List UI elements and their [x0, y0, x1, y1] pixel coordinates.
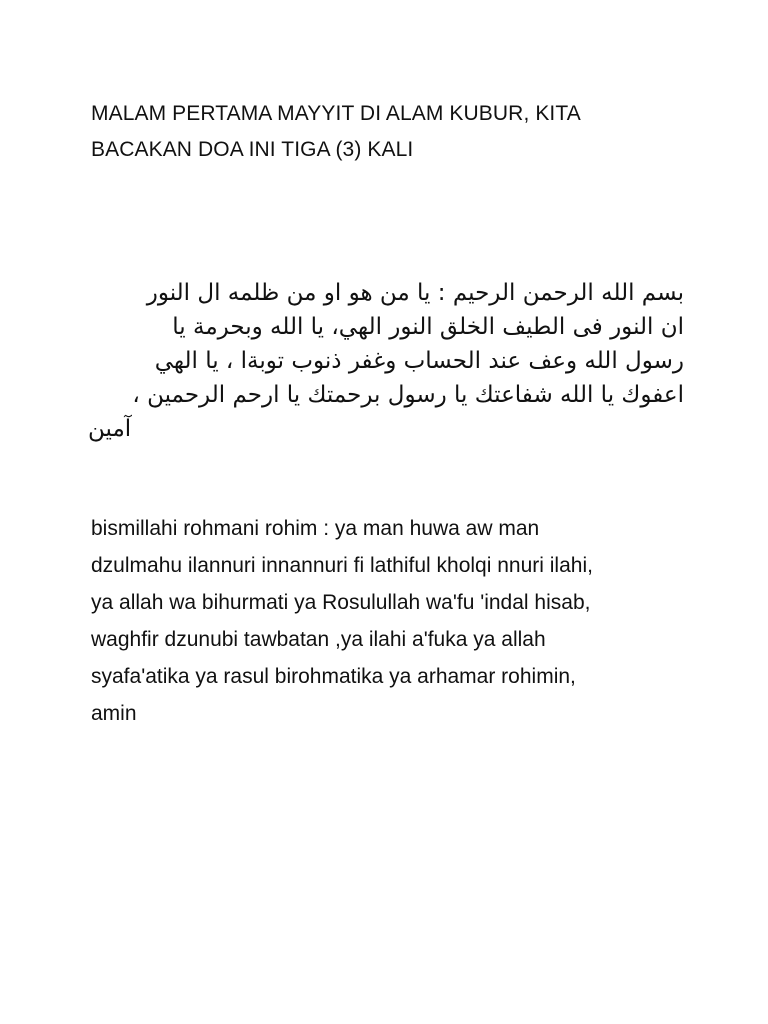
- transliteration-text: [91, 510, 691, 732]
- arabic-line-5: آمين: [88, 416, 132, 442]
- transliteration-line-4: waghfir dzunubi tawbatan ,ya ilahi a'fuka ya allah: [91, 628, 546, 651]
- arabic-line-1: بسم الله الرحمن الرحيم : يا من هو او من ظلمه ال النور: [146, 280, 684, 306]
- arabic-line-2: ان النور فى الطيف الخلق النور الهي، يا الله وبحرمة يا: [172, 314, 684, 340]
- transliteration-line-3: ya allah wa bihurmati ya Rosulullah wa'fu 'indal hisab,: [91, 591, 591, 614]
- transliteration-line-5: syafa'atika ya rasul birohmatika ya arhamar rohimin,: [91, 665, 576, 688]
- transliteration-line-2: dzulmahu ilannuri innannuri fi lathiful kholqi nnuri ilahi,: [91, 554, 593, 577]
- transliteration-line-6: amin: [91, 702, 137, 725]
- transliteration-line-1: bismillahi rohmani rohim : ya man huwa aw man: [91, 517, 540, 540]
- document-heading: [91, 96, 671, 168]
- heading-line-2: BACAKAN DOA INI TIGA (3) KALI: [91, 138, 414, 161]
- arabic-line-4: اعفوك يا الله شفاعتك يا رسول برحمتك يا ارحم الرحمين ،: [132, 382, 684, 408]
- heading-line-1: MALAM PERTAMA MAYYIT DI ALAM KUBUR, KITA: [91, 102, 581, 125]
- arabic-line-3: رسول الله وعف عند الحساب وغفر ذنوب توبةا ، يا الهي: [154, 348, 684, 374]
- arabic-prayer-text: [88, 276, 684, 446]
